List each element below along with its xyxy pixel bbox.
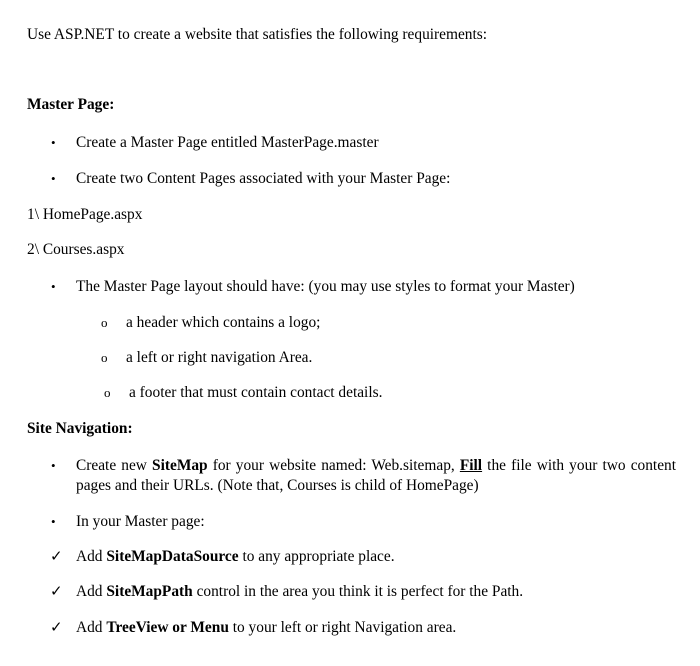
content-page-2: 2\ Courses.aspx	[27, 241, 125, 258]
master-item-3: The Master Page layout should have: (you may use styles to format your Master)	[76, 278, 575, 295]
content-page-1: 1\ HomePage.aspx	[27, 206, 143, 223]
master-item-1: Create a Master Page entitled MasterPage.master	[76, 134, 379, 151]
nav-check-3: Add TreeView or Menu to your left or right Navigation area.	[76, 619, 457, 636]
check-icon: ✓	[50, 620, 63, 636]
circle-bullet-icon: o	[101, 350, 108, 365]
circle-bullet-icon: o	[104, 385, 111, 400]
bullet-icon: •	[51, 171, 56, 186]
bullet-icon: •	[51, 279, 56, 294]
intro-text: Use ASP.NET to create a website that satisfies the following requirements:	[27, 26, 488, 43]
master-item-2: Create two Content Pages associated with your Master Page:	[76, 170, 451, 187]
nav-check-2: Add SiteMapPath control in the area you think it is perfect for the Path.	[76, 583, 524, 600]
site-navigation-heading: Site Navigation:	[27, 420, 133, 437]
check-icon: ✓	[50, 549, 63, 565]
circle-bullet-icon: o	[101, 315, 108, 330]
layout-sub-2: a left or right navigation Area.	[126, 349, 313, 366]
nav-item-1: Create new SiteMap for your website named: Web.sitemap, Fill the file with your two content pages and their URLs. (Note that, Courses is child of HomePage)	[76, 457, 677, 494]
bullet-icon: •	[51, 458, 56, 473]
bullet-icon: •	[51, 514, 56, 529]
nav-check-1: Add SiteMapDataSource to any appropriate place.	[76, 548, 395, 565]
layout-sub-1: a header which contains a logo;	[126, 314, 321, 331]
check-icon: ✓	[50, 584, 63, 600]
bullet-icon: •	[51, 135, 56, 150]
nav-item-2: In your Master page:	[76, 513, 205, 530]
layout-sub-3: a footer that must contain contact details.	[129, 384, 383, 401]
master-page-heading: Master Page:	[27, 96, 115, 113]
